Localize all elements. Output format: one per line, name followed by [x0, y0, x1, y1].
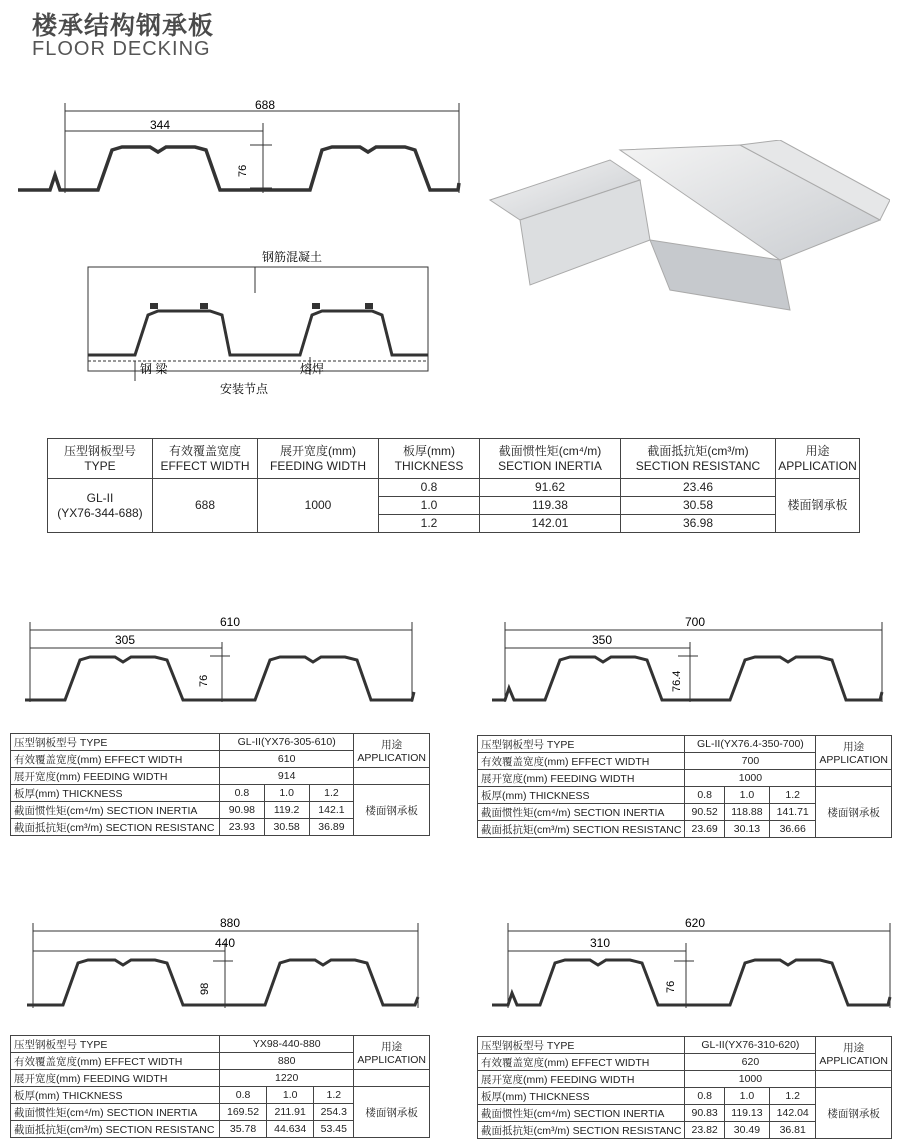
profile-diagram-880 — [15, 913, 435, 1013]
dim-total: 620 — [685, 916, 706, 930]
type-cell: GL-II (YX76-344-688) — [48, 479, 153, 533]
inertia-cell: 91.62 — [480, 479, 621, 497]
profile-diagram-main — [10, 95, 470, 210]
dim-height: 76 — [198, 674, 210, 687]
dim-pitch: 310 — [590, 936, 611, 950]
inertia-cell: 119.38 — [480, 497, 621, 515]
profile-diagram-620 — [480, 913, 900, 1013]
resistance-cell: 23.46 — [621, 479, 776, 497]
install-caption: 安装节点 — [220, 382, 269, 396]
install-diagram — [80, 245, 440, 405]
spec-table-700: 压型钢板型号 TYPE GL-II(YX76.4-350-700) 用途 APPLICATION 有效覆盖宽度(mm) EFFECT WIDTH 700 展开宽度(mm) FEEDING WIDTH 1000 板厚(mm) THICKNESS 0.8 1.0 1.2 楼面钢承板 截面惯性矩(cm⁴/m) SECTION INERTIA 90.52 118.88 141.71 截面抵抗矩(cm³/m) SECTION RESISTANC 23.69 30.13 36.66 — [477, 735, 892, 838]
weld-label: 熔焊 — [300, 362, 325, 376]
spec-table-610: 压型钢板型号 TYPE GL-II(YX76-305-610) 用途 APPLICATION 有效覆盖宽度(mm) EFFECT WIDTH 610 展开宽度(mm) FEEDING WIDTH 914 板厚(mm) THICKNESS 0.8 1.0 1.2 楼面钢承板 截面惯性矩(cm⁴/m) SECTION INERTIA 90.98 119.2 142.1 截面抵抗矩(cm³/m) SECTION RESISTANC 23.93 30.58 36.89 — [10, 733, 430, 836]
resistance-cell: 30.58 — [621, 497, 776, 515]
application-cell: 楼面钢承板 — [776, 479, 860, 533]
thickness-cell: 0.8 — [379, 479, 480, 497]
spec-table-620: 压型钢板型号 TYPE GL-II(YX76-310-620) 用途 APPLICATION 有效覆盖宽度(mm) EFFECT WIDTH 620 展开宽度(mm) FEEDING WIDTH 1000 板厚(mm) THICKNESS 0.8 1.0 1.2 楼面钢承板 截面惯性矩(cm⁴/m) SECTION INERTIA 90.83 119.13 142.04 截面抵抗矩(cm³/m) SECTION RESISTANC 23.82 30.49 36.81 — [477, 1036, 892, 1139]
dim-height: 76 — [237, 164, 249, 177]
profile-diagram-610 — [15, 612, 435, 712]
dim-height: 98 — [199, 982, 211, 995]
dim-pitch: 440 — [215, 936, 236, 950]
dim-pitch: 305 — [115, 633, 136, 647]
page-title: 楼承结构钢承板 — [32, 12, 215, 40]
concrete-label: 钢筋混凝土 — [262, 250, 323, 264]
inertia-cell: 142.01 — [480, 515, 621, 533]
dim-total: 610 — [220, 615, 241, 629]
dim-total: 880 — [220, 916, 241, 930]
dim-total: 700 — [685, 615, 706, 629]
dim-height: 76.4 — [671, 670, 683, 692]
dim-pitch: 350 — [592, 633, 613, 647]
header-feeding-width: 展开宽度(mm) FEEDING WIDTH — [258, 439, 379, 479]
spec-table-880: 压型钢板型号 TYPE YX98-440-880 用途 APPLICATION 有效覆盖宽度(mm) EFFECT WIDTH 880 展开宽度(mm) FEEDING WIDTH 1220 板厚(mm) THICKNESS 0.8 1.0 1.2 楼面钢承板 截面惯性矩(cm⁴/m) SECTION INERTIA 169.52 211.91 254.3 截面抵抗矩(cm³/m) SECTION RESISTANC 35.78 44.634 53.45 — [10, 1035, 430, 1138]
main-spec-table — [47, 438, 860, 533]
thickness-cell: 1.0 — [379, 497, 480, 515]
steel-beam-label: 钢 梁 — [140, 362, 168, 376]
dim-pitch: 344 — [150, 118, 171, 132]
header-type: 压型钢板型号 TYPE — [48, 439, 153, 479]
page-subtitle: FLOOR DECKING — [32, 38, 211, 60]
thickness-cell: 1.2 — [379, 515, 480, 533]
header-inertia: 截面惯性矩(cm⁴/m) SECTION INERTIA — [480, 439, 621, 479]
feeding-width-cell: 1000 — [258, 479, 379, 533]
header-thickness: 板厚(mm) THICKNESS — [379, 439, 480, 479]
header-effect-width: 有效覆盖宽度 EFFECT WIDTH — [153, 439, 258, 479]
dim-height: 76 — [665, 980, 677, 993]
profile-diagram-700 — [480, 612, 900, 712]
decking-photo — [480, 140, 890, 320]
dim-total: 688 — [255, 98, 276, 112]
resistance-cell: 36.98 — [621, 515, 776, 533]
effect-width-cell: 688 — [153, 479, 258, 533]
header-application: 用途 APPLICATION — [776, 439, 860, 479]
header-resistance: 截面抵抗矩(cm³/m) SECTION RESISTANC — [621, 439, 776, 479]
